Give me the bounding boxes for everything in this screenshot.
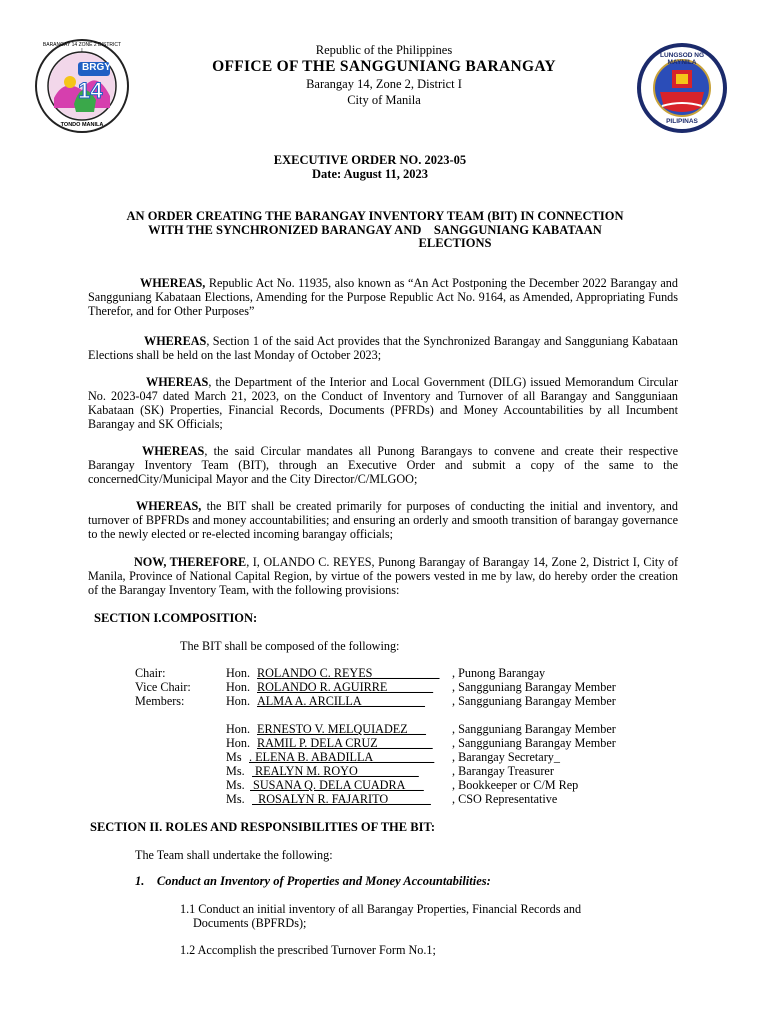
barangay-address: Barangay 14, Zone 2, District I <box>306 77 462 91</box>
whereas-paragraph <box>88 375 678 431</box>
office-title: OFFICE OF THE SANGGUNIANG BARANGAY <box>212 58 556 75</box>
whereas-paragraph <box>88 276 678 318</box>
member-title: Ms. <box>226 764 245 778</box>
member-name: ERNESTO V. MELQUIADEZ___ <box>257 722 426 736</box>
whereas-lead: WHEREAS <box>144 334 207 348</box>
member-role: Vice Chair: <box>135 680 191 694</box>
section-1-heading: SECTION I.COMPOSITION: <box>94 611 258 625</box>
member-title: Ms. <box>226 778 245 792</box>
member-row <box>0 694 768 708</box>
now-therefore-text: , I, OLANDO C. REYES, Punong Barangay of Barangay 14, Zone 2, District I, City of Manila, Province of National Capital Region, by virtue of the powers vested in me by law, do hereby order the creation of the Barangay Inventory Team, with the following provisions: <box>88 555 678 597</box>
member-name: ROSALYN R. FAJARITO_______ <box>252 792 431 806</box>
member-row <box>0 722 768 736</box>
seal-brgy-text: BRGY <box>82 62 111 73</box>
executive-order-number: EXECUTIVE ORDER NO. 2023-05 <box>273 153 467 167</box>
member-title: Ms <box>226 750 242 764</box>
member-name: REALYN M. ROYO__________ <box>252 764 419 778</box>
now-therefore-paragraph <box>88 555 678 597</box>
whereas-text: , Section 1 of the said Act provides that the Synchronized Barangay and Sangguniang Kabataan Elections shall be held on the last Monday of October 2023; <box>88 334 678 362</box>
member-row <box>0 764 768 778</box>
member-title: Hon. <box>226 666 251 680</box>
member-name: ALMA A. ARCILLA __________ <box>257 694 425 708</box>
whereas-text: , the Department of the Interior and Local Government (DILG) issued Memorandum Circular No. 2023-047 dated March 21, 2023, on the Conduct of Inventory and Turnover of all Barangay and Sangguniaan Kabataan (SK) Properties, Financial Records, Documents (PFRDs) and Money Accountabilities by all Incumbent Barangay and SK Officials; <box>88 375 678 431</box>
member-row <box>0 666 768 680</box>
member-title: Hon. <box>226 680 251 694</box>
member-title: Hon. <box>226 736 251 750</box>
whereas-paragraph <box>88 499 678 541</box>
member-title: Hon. <box>226 722 251 736</box>
member-position: , Sangguniang Barangay Member <box>452 736 616 750</box>
seal-ring-text: BARANGAY 14 ZONE 2 DISTRICT I <box>42 42 122 54</box>
member-role: Members: <box>135 694 185 708</box>
member-name: ROLANDO R. AGUIRRE _______ <box>257 680 434 694</box>
member-name: SUSANA Q. DELA CUADRA___ <box>250 778 424 792</box>
sub-item-1-2: 1.2 Accomplish the prescribed Turnover Form No.1; <box>180 943 436 957</box>
section-2-intro: The Team shall undertake the following: <box>135 848 333 862</box>
seal-bottom-text: PILIPINAS <box>666 118 698 125</box>
member-position: , Sangguniang Barangay Member <box>452 722 616 736</box>
member-position: , Sangguniang Barangay Member <box>452 680 616 694</box>
order-title-line-3: ELECTIONS <box>418 236 492 250</box>
whereas-text: , the said Circular mandates all Punong Barangays to convene and create their respective Barangay Inventory Team (BIT), through an Executive Order and submit a copy of the same to the concernedCity/Municipal Mayor and the City Director/C/MLGOO; <box>88 444 678 486</box>
composition-list <box>0 666 768 816</box>
member-title: Ms. <box>226 792 245 806</box>
order-title-line-2: WITH THE SYNCHRONIZED BARANGAY AND SANGGUNIANG KABATAAN <box>148 223 602 237</box>
section-2-heading: SECTION II. ROLES AND RESPONSIBILITIES OF THE BIT: <box>90 820 436 834</box>
order-date: Date: August 11, 2023 <box>312 167 428 181</box>
whereas-lead: WHEREAS, <box>136 499 202 513</box>
section-1-intro: The BIT shall be composed of the following: <box>180 639 400 653</box>
member-position: , CSO Representative <box>452 792 558 806</box>
member-name: RAMIL P. DELA CRUZ_________ <box>257 736 433 750</box>
whereas-lead: WHEREAS <box>142 444 205 458</box>
member-name: ROLANDO C. REYES___________ <box>257 666 440 680</box>
member-position: , Barangay Treasurer <box>452 764 554 778</box>
member-name: . ELENA B. ABADILLA__________ <box>249 750 435 764</box>
member-row <box>0 736 768 750</box>
whereas-paragraph <box>88 334 678 362</box>
seal-number-text: 14 <box>78 78 103 103</box>
member-position: , Bookkeeper or C/M Rep <box>452 778 579 792</box>
member-position: , Sangguniang Barangay Member <box>452 694 616 708</box>
whereas-lead: WHEREAS <box>146 375 209 389</box>
sub-item-1-1: 1.1 Conduct an initial inventory of all Barangay Properties, Financial Records and <box>180 902 582 916</box>
seal-top-text: LUNGSOD NG MAYNILA <box>659 52 705 66</box>
whereas-text: the BIT shall be created primarily for purposes of conducting the initial and inventory, and turnover of BPFRDs and money accountabilities; and ensuring an orderly and smooth transition of barangay governance to the newly elected or re-elected incoming barangay officials; <box>88 499 678 541</box>
member-position: , Barangay Secretary_ <box>452 750 560 764</box>
city-line: City of Manila <box>347 93 421 107</box>
whereas-text: Republic Act No. 11935, also known as “An Act Postponing the December 2022 Barangay and Sangguniang Kabataan Elections, Amending for the Purpose Republic Act No. 9164, as Amended, Appropriating Funds Therefor, and for Other Purposes” <box>88 276 678 318</box>
member-row <box>0 778 768 792</box>
responsibility-item-1: 1. Conduct an Inventory of Properties and Money Accountabilities: <box>135 874 491 888</box>
whereas-lead: WHEREAS, <box>140 276 206 290</box>
member-row <box>0 750 768 764</box>
republic-line: Republic of the Philippines <box>315 43 453 57</box>
member-position: , Punong Barangay <box>452 666 546 680</box>
member-role: Chair: <box>135 666 166 680</box>
member-row <box>0 792 768 806</box>
seal-bottom-text: TONDO MANILA <box>60 122 104 128</box>
whereas-paragraph <box>88 444 678 486</box>
now-therefore-lead: NOW, THEREFORE <box>134 555 247 569</box>
member-row <box>0 680 768 694</box>
order-title-line-1: AN ORDER CREATING THE BARANGAY INVENTORY TEAM (BIT) IN CONNECTION <box>126 209 624 223</box>
member-title: Hon. <box>226 694 251 708</box>
sub-item-1-1-cont: Documents (BPFRDs); <box>193 916 307 930</box>
